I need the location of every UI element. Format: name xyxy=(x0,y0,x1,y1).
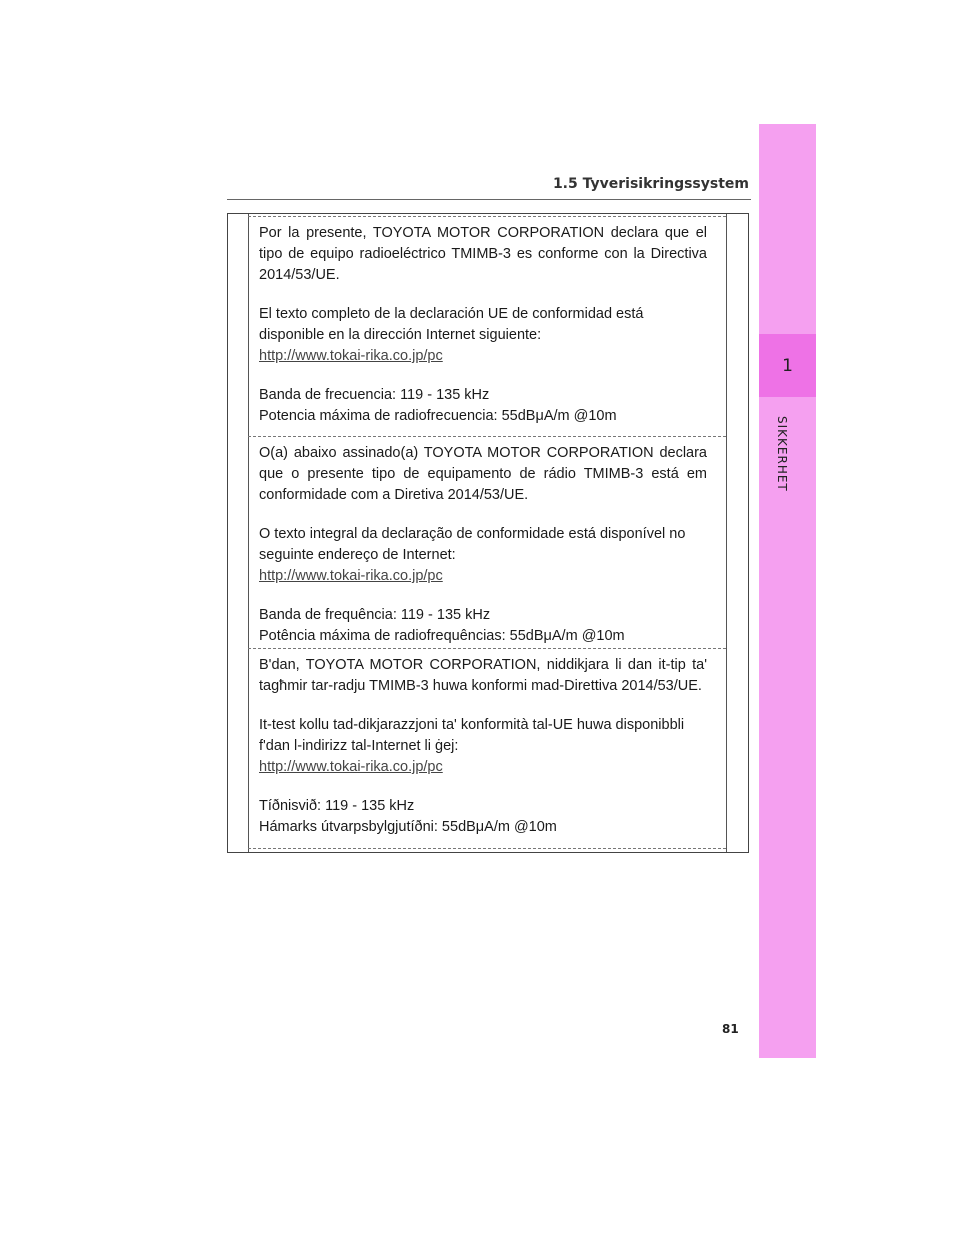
frame-inner-left-rule xyxy=(248,214,249,852)
section-header-title: 1.5 Tyverisikringssystem xyxy=(552,176,749,192)
max-power: Potencia máxima de radiofrecuencia: 55dBμA/m @10m xyxy=(259,408,617,424)
frame-inner-right-rule xyxy=(726,214,727,852)
declaration-maltese xyxy=(259,655,707,838)
frequency-band: Banda de frecuencia: 119 - 135 kHz xyxy=(259,387,490,403)
declaration-full-text: It-test kollu tad-dikjarazzjoni ta' konformità tal-UE huwa disponibbli f'dan l-indirizz tal-Internet li ġej: xyxy=(259,717,685,754)
declaration-link[interactable]: http://www.tokai-rika.co.jp/pc xyxy=(259,759,443,775)
frequency-band: Banda de frequência: 119 - 135 kHz xyxy=(259,607,491,623)
frequency-band: Tíðnisvið: 119 - 135 kHz xyxy=(259,798,415,814)
chapter-number: 1 xyxy=(759,334,816,397)
declaration-link[interactable]: http://www.tokai-rika.co.jp/pc xyxy=(259,348,443,364)
page-number: 81 xyxy=(722,1022,739,1036)
chapter-label: SIKKERHET xyxy=(775,416,789,492)
declaration-full-text: O texto integral da declaração de conformidade está disponível no seguinte endereço de Internet: xyxy=(259,526,686,563)
declaration-intro: O(a) abaixo assinado(a) TOYOTA MOTOR CORPORATION declara que o presente tipo de equipamento de rádio TMIMB-3 está em conformidade com a Diretiva 2014/53/UE. xyxy=(259,445,707,503)
header-divider xyxy=(227,199,751,200)
declaration-frame xyxy=(227,213,749,853)
section-divider xyxy=(248,848,726,849)
declaration-link[interactable]: http://www.tokai-rika.co.jp/pc xyxy=(259,568,443,584)
declaration-intro: Por la presente, TOYOTA MOTOR CORPORATION declara que el tipo de equipo radioeléctrico TMIMB-3 es conforme con la Directiva 2014/53/UE. xyxy=(259,225,707,283)
max-power: Potência máxima de radiofrequências: 55dBμA/m @10m xyxy=(259,628,625,644)
declaration-full-text: El texto completo de la declaración UE de conformidad está disponible en la dirección Internet siguiente: xyxy=(259,306,644,343)
section-divider xyxy=(248,216,726,217)
declaration-portuguese xyxy=(259,443,707,647)
max-power: Hámarks útvarpsbylgjutíðni: 55dBμA/m @10m xyxy=(259,819,557,835)
section-divider xyxy=(248,648,726,649)
section-divider xyxy=(248,436,726,437)
declaration-intro: B'dan, TOYOTA MOTOR CORPORATION, niddikjara li dan it-tip ta' tagħmir tar-radju TMIMB-3 huwa konformi mad-Direttiva 2014/53/UE. xyxy=(259,657,707,694)
declaration-spanish xyxy=(259,223,707,427)
chapter-side-tab xyxy=(759,124,816,1058)
